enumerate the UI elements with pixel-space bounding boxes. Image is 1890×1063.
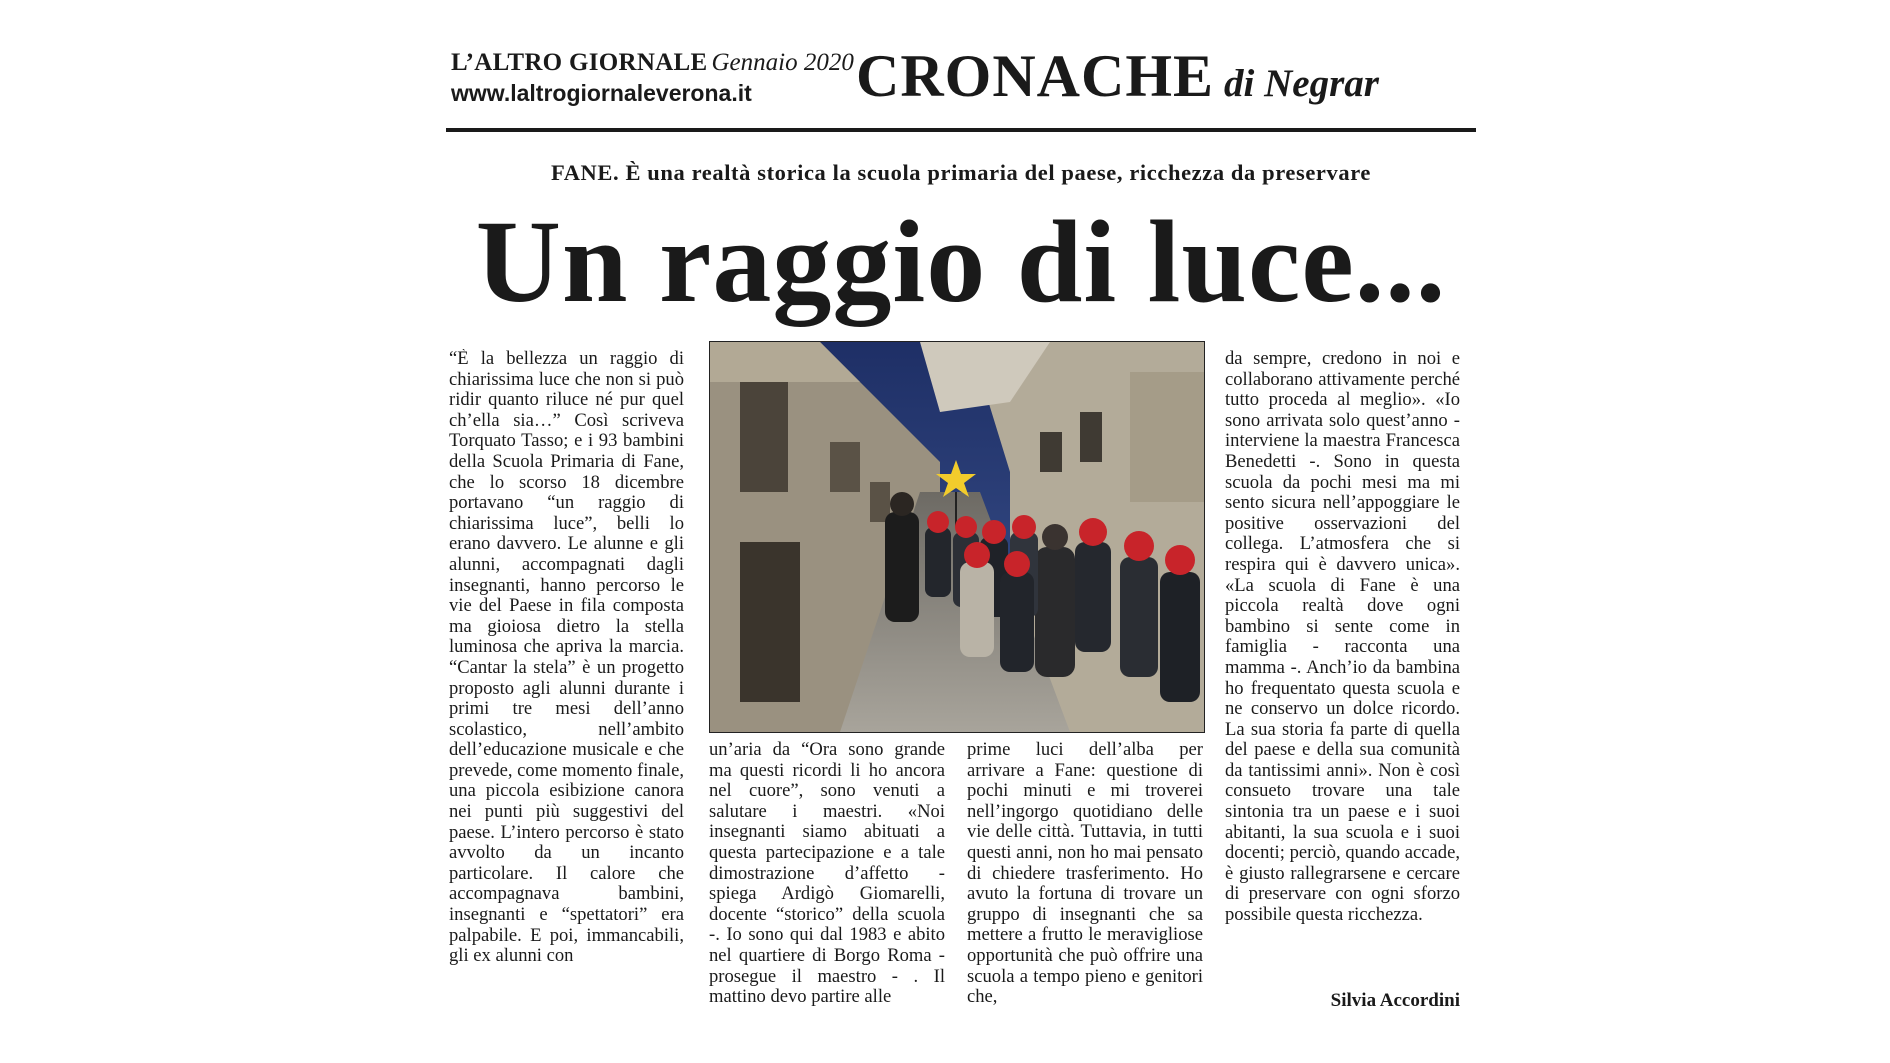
masthead-left — [451, 50, 854, 105]
newspaper-url: www.laltrogiornaleverona.it — [451, 80, 752, 106]
article-photo — [709, 341, 1205, 733]
section-header — [856, 43, 1379, 109]
column-3-text: prime luci dell’alba per arrivare a Fane: questione di pochi minuti e mi troverei nell’ingorgo quotidiano delle vie delle città. Tuttavia, in tutti questi anni, non ho mai pensato di chiedere trasferimento. Ho avuto la fortuna di trovare un gruppo di insegnanti che sa mettere a frutto le meravigliose opportunità che può offrire una scuola a tempo pieno e genitori che, — [967, 740, 1203, 1008]
article-column-3 — [967, 740, 1203, 1020]
column-4-text: da sempre, credono in noi e collaborano attivamente perché tutto proceda al meglio». «Io sono arrivata solo quest’anno - interviene la maestra Francesca Benedetti -. Sono in questa scuola da pochi mesi ma mi sento sicura nell’appoggiare le positive osservazioni del collega. L’atmosfera che si respira qui è davvero unica». «La scuola di Fane è una piccola realtà dove ogni bambino si sente come in famiglia - racconta una mamma -. Anch’io da bambina ho frequentato questa scuola e ne conservo un dolce ricordo. La sua storia fa parte di quella del paese e della sua comunità da tantissimi anni». Non è così consueto trovare una tale sintonia tra un paese e i suoi abitanti, la sua scuola e i suoi docenti; perciò, quando accade, è giusto rallegrarsene e cercare di preservare con ogni sforzo possibile questa ricchezza. — [1225, 349, 1460, 926]
section-subtitle: di Negrar — [1224, 62, 1379, 105]
masthead-rule — [446, 128, 1476, 132]
article-headline: Un raggio di luce... — [475, 196, 1447, 327]
article-kicker: FANE. È una realtà storica la scuola primaria del paese, ricchezza da preservare — [551, 160, 1371, 185]
article-column-1 — [449, 349, 684, 1017]
article-column-2 — [709, 740, 945, 1020]
children-procession-photo — [710, 342, 1204, 732]
article-byline: Silvia Accordini — [1330, 990, 1460, 1011]
column-1-text: “È la bellezza un raggio di chiarissima luce che non si può ridir quanto riluce né pur quel ch’ella sia…” Così scriveva Torquato Tasso; e i 93 bambini della Scuola Primaria di Fane, che lo scorso 18 dicembre portavano “un raggio di chiarissima luce”, belli lo erano davvero. Le alunne e gli alunni, accompagnati dagli insegnanti, hanno percorso le vie del Paese in fila composta ma gioiosa dietro la stella luminosa che apriva la marcia. “Cantar la stela” è un progetto proposto agli alunni durante i primi tre mesi dell’anno scolastico, nell’ambito dell’educazione musicale e che prevede, come momento finale, una piccola esibizione canora nei punti più suggestivi del paese. L’intero percorso è stato avvolto da un incanto particolare. Il calore che accompagnava bambini, insegnanti e “spettatori” era palpabile. E poi, immancabili, gli ex alunni con — [449, 349, 684, 967]
issue-date: Gennaio 2020 — [711, 49, 854, 76]
column-2-text: un’aria da “Ora sono grande ma questi ricordi li ho ancora nel cuore”, sono venuti a salutare i maestri. «Noi insegnanti siamo abituati a questa partecipazione e a tale dimostrazione d’affetto - spiega Ardigò Giomarelli, docente “storico” della scuola -. Io sono qui dal 1983 e abito nel quartiere di Borgo Roma - prosegue il maestro - . Il mattino devo partire alle — [709, 740, 945, 1008]
article-column-4 — [1225, 349, 1460, 969]
section-title: CRONACHE — [856, 43, 1215, 109]
newspaper-name: L’ALTRO GIORNALE — [451, 49, 708, 76]
